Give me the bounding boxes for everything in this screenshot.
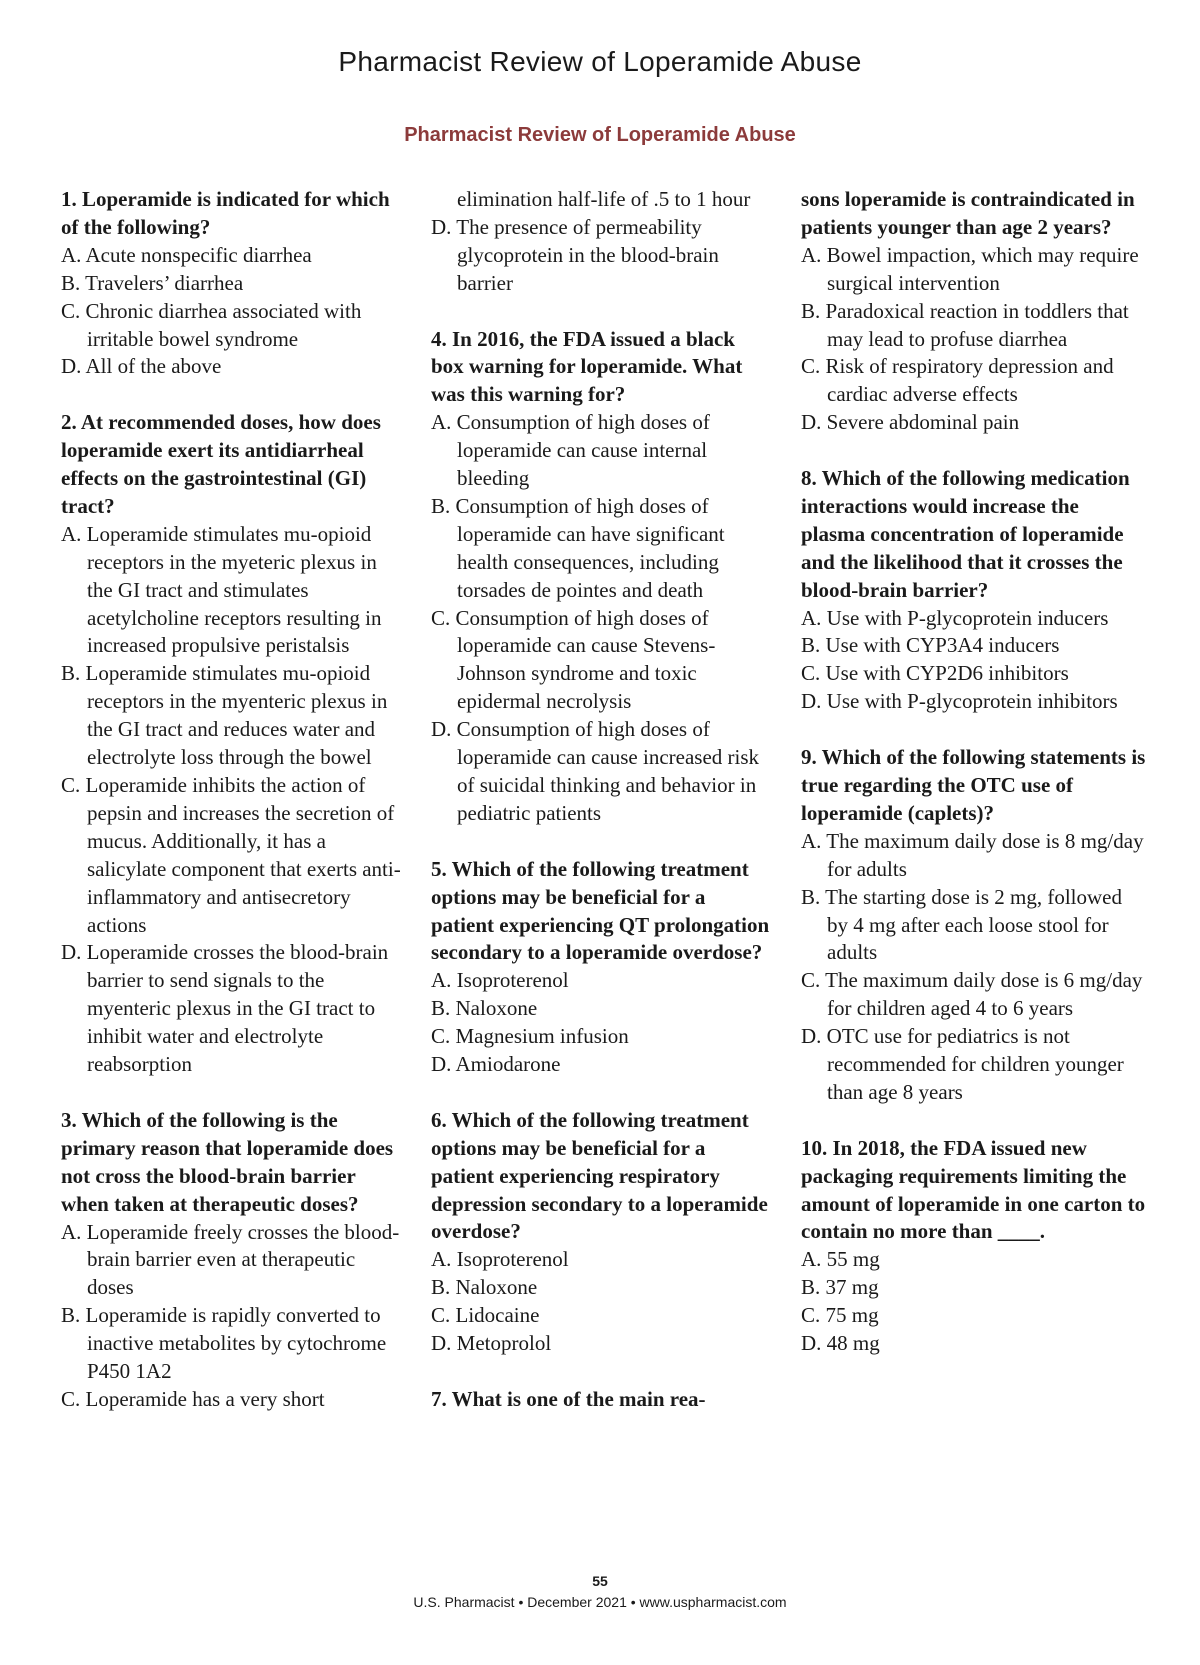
- answer-option: C. Magnesium infusion: [431, 1024, 629, 1049]
- answer-option: D. OTC use for pediatrics is not recommended for children younger than age 8 years: [801, 1024, 1124, 1104]
- answer-option: C. Risk of respiratory depression and cardiac adverse effects: [801, 354, 1114, 407]
- question-text: 5. Which of the following treatment options may be beneficial for a patient experiencing QT prolongation secondary to a loperamide overdose?: [431, 856, 770, 965]
- answer-option: A. Acute nonspecific diarrhea: [61, 242, 312, 267]
- question-6: [431, 1107, 771, 1358]
- question-10: [801, 1135, 1146, 1358]
- answer-option: B. Travelers’ diarrhea: [61, 270, 244, 295]
- answer-option: A. Use with P-glycoprotein inducers: [801, 605, 1109, 630]
- article-subtitle: Pharmacist Review of Loperamide Abuse: [404, 124, 796, 146]
- question-7-continued: [801, 186, 1146, 437]
- column-3: [801, 186, 1146, 1358]
- answer-option: A. Consumption of high doses of loperamide can cause internal bleeding: [431, 410, 710, 491]
- question-3-continued: [431, 186, 771, 298]
- question-text: 3. Which of the following is the primary reason that loperamide does not cross the blood-brain barrier when taken at therapeutic doses?: [61, 1107, 394, 1216]
- answer-option: A. Isoproterenol: [431, 1247, 569, 1272]
- answer-option: D. Use with P-glycoprotein inhibitors: [801, 689, 1118, 714]
- answer-option: D. Loperamide crosses the blood-brain barrier to send signals to the myenteric plexus in the GI tract to inhibit water and electrolyte reabsorption: [61, 940, 389, 1077]
- answer-option: D. Severe abdominal pain: [801, 410, 1020, 435]
- question-text: 2. At recommended doses, how does loperamide exert its antidiarrheal effects on the gastrointestinal (GI) tract?: [61, 410, 381, 518]
- publication-footer: U.S. Pharmacist • December 2021 • www.uspharmacist.com: [413, 1594, 787, 1610]
- question-text-continued: sons loperamide is contraindicated in patients younger than age 2 years?: [801, 187, 1135, 239]
- answer-option: D. The presence of permeability glycoprotein in the blood-brain barrier: [431, 214, 719, 295]
- question-1: [61, 186, 401, 381]
- answer-option: A. The maximum daily dose is 8 mg/day for adults: [801, 828, 1144, 881]
- question-text: 4. In 2016, the FDA issued a black box warning for loperamide. What was this warning for?: [431, 326, 743, 407]
- answer-option-continued: elimination half-life of .5 to 1 hour: [457, 187, 751, 211]
- question-2: [61, 409, 401, 1079]
- column-1: [61, 186, 401, 1414]
- answer-option: D. Consumption of high doses of loperamide can cause increased risk of suicidal thinking and behavior in pediatric patients: [431, 717, 760, 825]
- column-2: [431, 186, 771, 1414]
- answer-option: A. Loperamide freely crosses the blood-brain barrier even at therapeutic doses: [61, 1219, 400, 1300]
- question-text: 9. Which of the following statements is true regarding the OTC use of loperamide (caplets)?: [801, 745, 1146, 825]
- answer-option: B. Naloxone: [431, 996, 538, 1021]
- answer-option: D. All of the above: [61, 354, 222, 379]
- answer-option: C. Lidocaine: [431, 1303, 540, 1328]
- question-text: 8. Which of the following medication interactions would increase the plasma concentration of loperamide and the likelihood that it crosses the blood-brain barrier?: [801, 466, 1130, 602]
- answer-option: D. 48 mg: [801, 1331, 880, 1356]
- question-text: 7. What is one of the main rea-: [431, 1386, 706, 1411]
- page-number: 55: [592, 1573, 608, 1589]
- answer-option: C. The maximum daily dose is 6 mg/day for children aged 4 to 6 years: [801, 968, 1143, 1021]
- answer-option: B. Naloxone: [431, 1275, 538, 1300]
- question-5: [431, 856, 771, 1079]
- page-title: Pharmacist Review of Loperamide Abuse: [338, 46, 862, 77]
- answer-option: C. 75 mg: [801, 1303, 879, 1328]
- question-9: [801, 744, 1146, 1107]
- answer-option: A. Bowel impaction, which may require surgical intervention: [801, 242, 1139, 295]
- answer-option: C. Chronic diarrhea associated with irritable bowel syndrome: [61, 298, 362, 351]
- answer-option: B. Loperamide stimulates mu-opioid receptors in the myenteric plexus in the GI tract and reduces water and electrolyte loss through the bowel: [61, 661, 388, 770]
- answer-option: B. 37 mg: [801, 1275, 879, 1300]
- answer-option: D. Metoprolol: [431, 1331, 552, 1356]
- answer-option: B. Use with CYP3A4 inducers: [801, 633, 1060, 658]
- answer-option: B. Consumption of high doses of loperamide can have significant health consequences, including torsades de pointes and death: [431, 493, 725, 602]
- answer-option: A. Loperamide stimulates mu-opioid receptors in the myeteric plexus in the GI tract and stimulates acetylcholine receptors resulting in increased propulsive peristalsis: [61, 521, 382, 658]
- answer-option: B. The starting dose is 2 mg, followed by 4 mg after each loose stool for adults: [801, 884, 1122, 965]
- answer-option: C. Loperamide inhibits the action of pepsin and increases the secretion of mucus. Additionally, it has a salicylate component that exerts anti-inflammatory and antisecretory actions: [61, 773, 401, 937]
- question-text: 1. Loperamide is indicated for which of the following?: [61, 187, 390, 239]
- answer-option: C. Use with CYP2D6 inhibitors: [801, 661, 1069, 686]
- answer-option: C. Loperamide has a very short: [61, 1386, 325, 1411]
- answer-option: B. Loperamide is rapidly converted to inactive metabolites by cytochrome P450 1A2: [61, 1303, 387, 1384]
- question-4: [431, 326, 771, 828]
- answer-option: A. Isoproterenol: [431, 968, 569, 993]
- answer-option: B. Paradoxical reaction in toddlers that may lead to profuse diarrhea: [801, 298, 1129, 351]
- question-3: [61, 1107, 401, 1414]
- question-text: 10. In 2018, the FDA issued new packaging requirements limiting the amount of loperamide in one carton to contain no more than ____.: [801, 1135, 1146, 1244]
- question-8: [801, 465, 1146, 716]
- answer-option: D. Amiodarone: [431, 1052, 561, 1077]
- answer-option: A. 55 mg: [801, 1247, 880, 1272]
- question-7: [431, 1386, 771, 1414]
- question-text: 6. Which of the following treatment options may be beneficial for a patient experiencing respiratory depression secondary to a loperamide overdose?: [431, 1107, 768, 1244]
- answer-option: C. Consumption of high doses of loperamide can cause Stevens-Johnson syndrome and toxic epidermal necrolysis: [431, 605, 716, 714]
